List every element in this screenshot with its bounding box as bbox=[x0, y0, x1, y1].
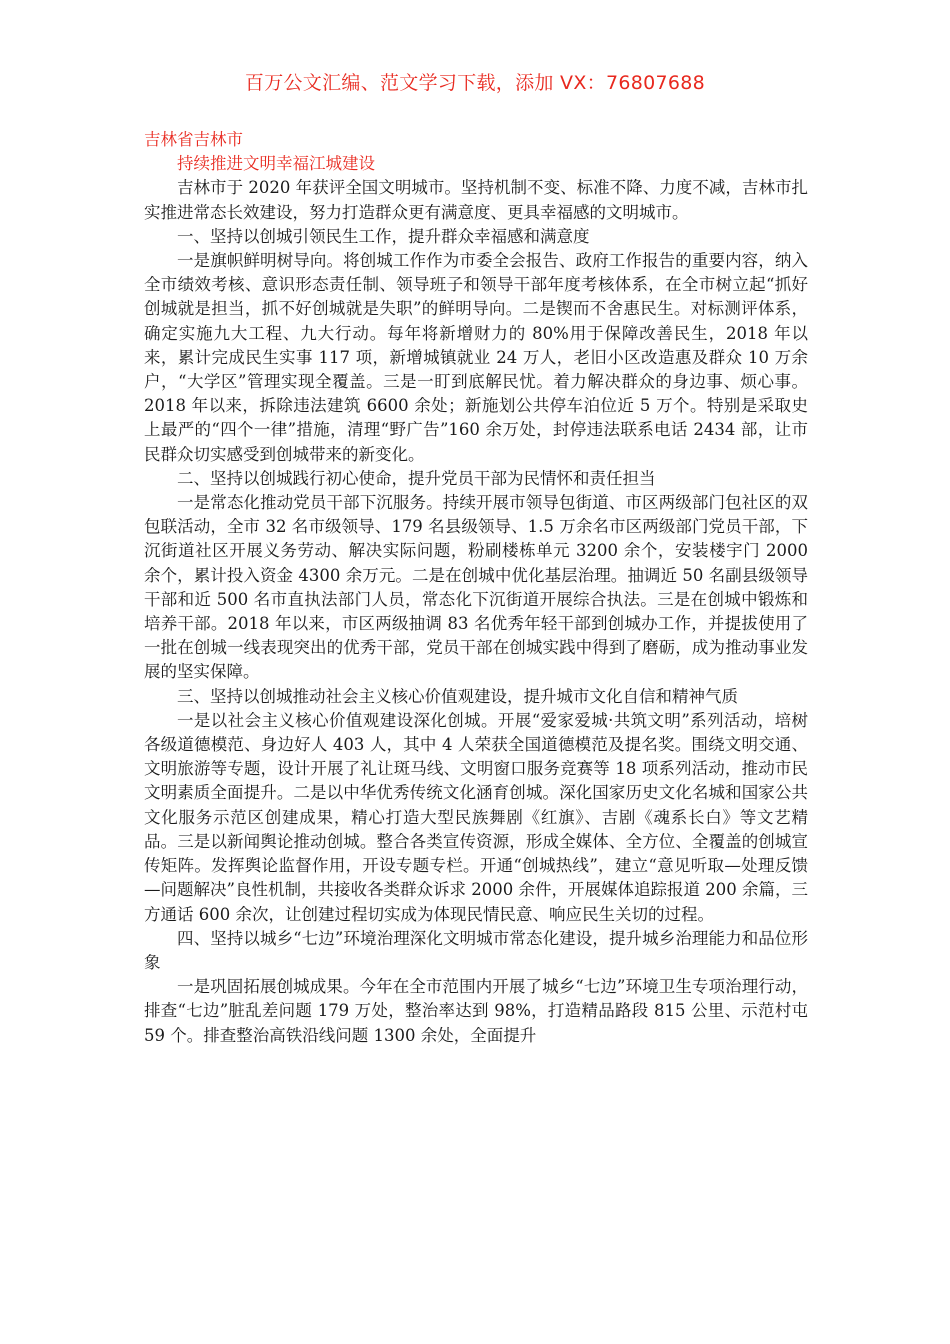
section-heading-1: 一、坚持以创城引领民生工作，提升群众幸福感和满意度 bbox=[177, 226, 590, 246]
header-banner: 百万公文汇编、范文学习下载，添加 VX：76807688 bbox=[244, 72, 706, 94]
paragraph-intro: 吉林市于 2020 年获评全国文明城市。坚持机制不变、标准不降、力度不减，吉林市扎实推进常态长效建设，努力打造群众更有满意度、更具幸福感的文明城市。 bbox=[144, 178, 808, 222]
section-heading-4: 四、坚持以城乡“七边”环境治理深化文明城市常态化建设，提升城乡治理能力和品位形象 bbox=[144, 928, 808, 972]
paragraph-section-3: 一是以社会主义核心价值观建设深化创城。开展“爱家爱城·共筑文明”系列活动，培树各级道德模范、身边好人 403 人，其中 4 人荣获全国道德模范及提名奖。围绕文明交通、文明旅游等专题，设计开展了礼让斑马线、文明窗口服务竞赛等 18 项系列活动，推动市民文明素质全面提升。二是以中华优秀传统文化涵育创城。深化国家历史文化名城和国家公共文化服务示范区创建成果，精心打造大型民族舞剧《红旗》、吉剧《魂系长白》等文艺精品。三是以新闻舆论推动创城。整合各类宣传资源，形成全媒体、全方位、全覆盖的创城宣传矩阵。发挥舆论监督作用，开设专题专栏。开通“创城热线”，建立“意见听取—处理反馈—问题解决”良性机制，共接收各类群众诉求 2000 余件，开展媒体追踪报道 200 余篇，三方通话 600 余次，让创建过程切实成为体现民情民意、响应民生关切的过程。 bbox=[144, 710, 808, 924]
paragraph-section-1: 一是旗帜鲜明树导向。将创城工作作为市委全会报告、政府工作报告的重要内容，纳入全市绩效考核、意识形态责任制、领导班子和领导干部年度考核体系，在全市树立起“抓好创城就是担当，抓不好创城就是失职”的鲜明导向。二是锲而不舍惠民生。对标测评体系，确定实施九大工程、九大行动。每年将新增财力的 80%用于保障改善民生，2018 年以来，累计完成民生实事 117 项，新增城镇就业 24 万人，老旧小区改造惠及群众 10 万余户，“大学区”管理实现全覆盖。三是一盯到底解民忧。着力解决群众的身边事、烦心事。2018 年以来，拆除违法建筑 6600 余处；新施划公共停车泊位近 5 万个。特别是采取史上最严的“四个一律”措施，清理“野广告”160 余万处，封停违法联系电话 2434 部，让市民群众切实感受到创城带来的新变化。 bbox=[144, 251, 808, 464]
document-title: 持续推进文明幸福江城建设 bbox=[177, 154, 375, 174]
paragraph-section-2: 一是常态化推动党员干部下沉服务。持续开展市领导包街道、市区两级部门包社区的双包联活动，全市 32 名市级领导、179 名县级领导、1.5 万余名市区两级部门党员干部，下沉街道社区开展义务劳动、解决实际问题，粉刷楼栋单元 3200 余个，安装楼宇门 2000 余个，累计投入资金 4300 余万元。二是在创城中优化基层治理。抽调近 50 名副县级领导干部和近 500 名市直执法部门人员，常态化下沉街道开展综合执法。三是在创城中锻炼和培养干部。2018 年以来，市区两级抽调 83 名优秀年轻干部到创城办工作，并提拔使用了一批在创城一线表现突出的优秀干部，党员干部在创城实践中得到了磨砺，成为推动事业发展的坚实保障。 bbox=[144, 493, 808, 682]
section-heading-2: 二、坚持以创城践行初心使命，提升党员干部为民情怀和责任担当 bbox=[177, 468, 656, 488]
section-heading-3: 三、坚持以创城推动社会主义核心价值观建设，提升城市文化自信和精神气质 bbox=[177, 686, 738, 706]
document-location: 吉林省吉林市 bbox=[144, 130, 243, 149]
paragraph-section-4: 一是巩固拓展创城成果。今年在全市范围内开展了城乡“七边”环境卫生专项治理行动，排查“七边”脏乱差问题 179 万处，整治率达到 98%，打造精品路段 815 公里、示范村屯 59 个。排查整治高铁沿线问题 1300 余处，全面提升 bbox=[144, 977, 808, 1045]
document-body bbox=[144, 128, 808, 1048]
